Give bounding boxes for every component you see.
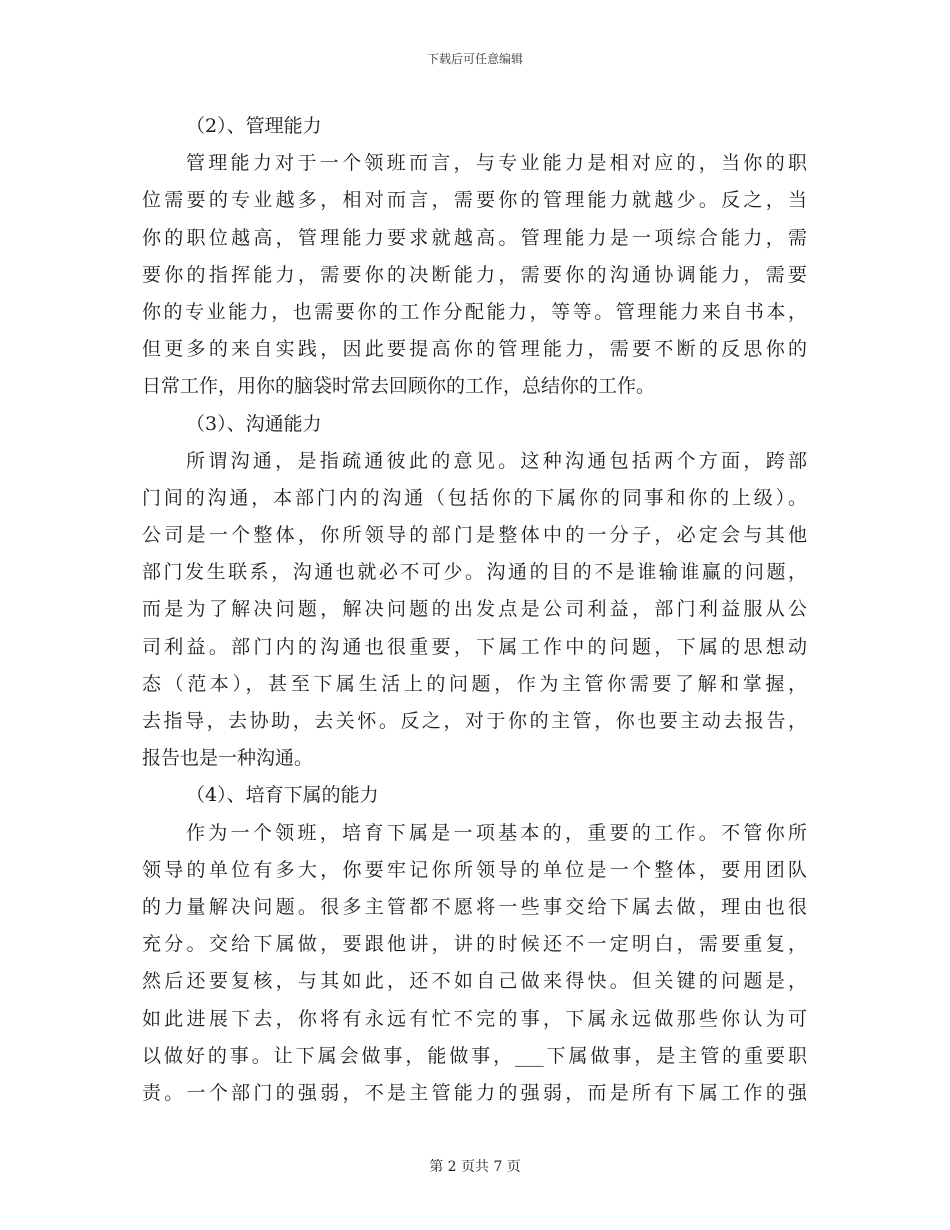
paragraph-line: 责。一个部门的强弱，不是主管能力的强弱，而是所有下属工作的强 [142,1081,807,1104]
paragraph-line: 你的专业能力，也需要你的工作分配能力，等等。管理能力来自书本， [142,300,807,323]
paragraph-line: 报告也是一种沟通。 [142,747,314,770]
paragraph-line: 的力量解决问题。很多主管都不愿将一些事交给下属去做，理由也很 [142,895,807,918]
paragraph-line: 态（范本），甚至下属生活上的问题，作为主管你需要了解和掌握， [142,672,807,695]
page-header: 下载后可任意编辑 [426,52,523,66]
paragraph-line: 日常工作，用你的脑袋时常去回顾你的工作，总结你的工作。 [142,375,656,398]
paragraph-line: 位需要的专业越多，相对而言，需要你的管理能力就越少。反之，当 [142,189,807,212]
paragraph-line: 你的职位越高，管理能力要求就越高。管理能力是一项综合能力，需 [142,226,807,249]
paragraph-line: 如此进展下去，你将有永远有忙不完的事，下属永远做那些你认为可 [142,1007,807,1030]
paragraph-line: 但更多的来自实践，因此要提高你的管理能力，需要不断的反思你的 [142,338,807,361]
paragraph-line: 以做好的事。让下属会做事，能做事，___下属做事，是主管的重要职 [142,1044,807,1067]
document-body [142,108,807,1112]
paragraph-line: 去指导，去协助，去关怀。反之，对于你的主管，你也要主动去报告， [142,710,807,732]
paragraph-line: 所谓沟通，是指疏通彼此的意见。这种沟通包括两个方面，跨部 [186,449,807,472]
section-heading-communication: （3）、沟通能力 [186,412,322,435]
paragraph-line: 然后还要复核，与其如此，还不如自己做来得快。但关键的问题是， [142,970,807,993]
paragraph-line: 管理能力对于一个领班而言，与专业能力是相对应的，当你的职 [186,152,807,175]
paragraph-line: 要你的指挥能力，需要你的决断能力，需要你的沟通协调能力，需要 [142,263,807,286]
paragraph-line: 部门发生联系，沟通也就必不可少。沟通的目的不是谁输谁赢的问题， [142,561,807,584]
section-heading-management: （2）、管理能力 [186,115,322,137]
section-heading-training: （4）、培育下属的能力 [186,784,379,807]
page-number-footer: 第 2 页共 7 页 [429,1159,521,1175]
paragraph-line: 公司是一个整体，你所领导的部门是整体中的一分子，必定会与其他 [142,524,807,547]
paragraph-line: 司利益。部门内的沟通也很重要，下属工作中的问题，下属的思想动 [142,635,807,658]
paragraph-line: 门间的沟通，本部门内的沟通（包括你的下属你的同事和你的上级）。 [142,486,807,509]
paragraph-line: 领导的单位有多大，你要牢记你所领导的单位是一个整体，要用团队 [142,858,807,881]
paragraph-line: 作为一个领班，培育下属是一项基本的，重要的工作。不管你所 [186,821,807,844]
paragraph-line: 而是为了解决问题，解决问题的出发点是公司利益，部门利益服从公 [142,598,807,621]
paragraph-line: 充分。交给下属做，要跟他讲，讲的时候还不一定明白，需要重复， [142,933,807,956]
